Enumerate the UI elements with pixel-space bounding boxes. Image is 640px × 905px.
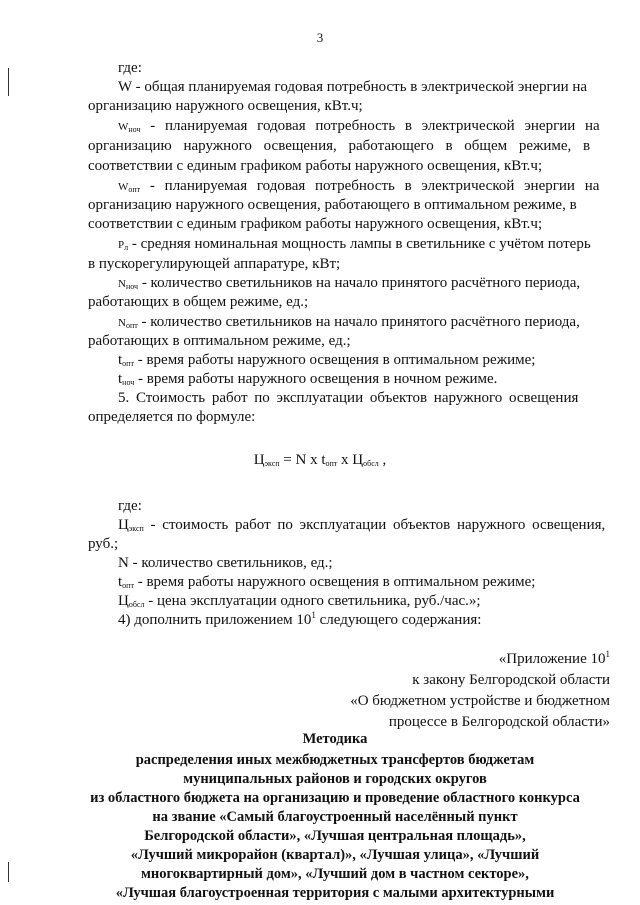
def-nnoch-line1: $N_{ноч}$ - количество светильников на начало принятого расчётного периода, — [118, 275, 581, 291]
def-w-line1: W - общая планируемая годовая потребность в электрической энергии на — [118, 79, 588, 95]
def-wnoch-line2: организацию наружного освещения, работающего в общем режиме, в — [88, 138, 591, 154]
def-wopt-line3: соответствии с единым графиком работы наружного освещения, кВт.ч; — [88, 216, 543, 232]
left-margin-mark — [8, 68, 9, 96]
title-line-3: муниципальных районов и городских округов — [183, 771, 487, 787]
left-margin-mark — [8, 862, 9, 882]
clause-4-line: 4) дополнить приложением $10^1$ следующего содержания: — [118, 610, 482, 628]
def-p-line1: $P_л$ - средняя номинальная мощность лампы в светильнике с учётом потерь — [118, 236, 591, 252]
appendix-line-4: процессе в Белгородской области» — [388, 714, 610, 730]
def-wnoch-line3: соответствии с единым графиком работы наружного освещения, кВт.ч; — [88, 158, 543, 174]
title-line-2: распределения иных межбюджетных трансфертов бюджетам — [135, 752, 535, 768]
clause-5-line1: 5. Стоимость работ по эксплуатации объектов наружного освещения — [118, 390, 579, 406]
def-cexp-line2: руб.; — [88, 536, 119, 552]
def-nopt-line1: $N_{опт}$ - количество светильников на начало принятого расчётного периода, — [118, 314, 580, 330]
clause-5-line2: определяется по формуле: — [88, 409, 256, 425]
methodology-title — [60, 730, 610, 903]
title-line-8: многоквартирный дом», «Лучший дом в частном секторе», — [141, 866, 529, 882]
title-line-9: «Лучшая благоустроенная территория с малыми архитектурными — [115, 885, 555, 901]
appendix-line-1: «Приложение $10^1$ — [498, 649, 610, 667]
def-topt-line: $t_{опт}$ - время работы наружного освещения в оптимальном режиме; — [118, 352, 536, 368]
def-wopt-line2: организацию наружного освещения, работающего в оптимальном режиме, в — [88, 197, 577, 213]
def-cobsl-line: $Ц_{обсл}$ - цена эксплуатации одного светильника, руб./час.»; — [118, 593, 481, 609]
title-line-5: на звание «Самый благоустроенный населённый пункт — [152, 809, 518, 825]
title-line-4: из областного бюджета на организацию и проведение областного конкурса — [90, 790, 580, 806]
appendix-header — [350, 649, 610, 733]
def-wnoch-line1: $W_{ноч}$ - планируемая годовая потребность в электрической энергии на — [118, 118, 600, 134]
def-t-line: $t_{опт}$ - время работы наружного освещения в оптимальном режиме; — [118, 574, 536, 590]
title-line-7: «Лучший микрорайон (квартал)», «Лучшая улица», «Лучший — [130, 847, 540, 863]
title-line-6: Белгородской области», «Лучшая центральная площадь», — [144, 828, 526, 844]
def-cexp-line1: $Ц_{эксп}$ - стоимость работ по эксплуатации объектов наружного освещения, — [118, 517, 606, 533]
def-w-line2: организацию наружного освещения, кВт.ч; — [88, 98, 363, 114]
def-nnoch-line2: работающих в общем режиме, ед.; — [88, 294, 309, 310]
def-nopt-line2: работающих в оптимальном режиме, ед.; — [88, 333, 351, 349]
where-label: где: — [118, 60, 142, 76]
def-n-line: N - количество светильников, ед.; — [118, 555, 333, 571]
where-label-2: где: — [118, 498, 142, 514]
def-wopt-line1: $W_{опт}$ - планируемая годовая потребность в электрической энергии на — [118, 178, 600, 194]
title-line-1: Методика — [302, 731, 368, 747]
cost-formula: $Ц_{эксп} = N$ x $t_{опт}$ x $Ц_{обсл}$ , — [253, 452, 387, 468]
def-p-line2: в пускорегулирующей аппаратуре, кВт; — [88, 256, 341, 272]
appendix-line-2: к закону Белгородской области — [412, 672, 610, 688]
def-tnoch-line: $t_{ноч}$ - время работы наружного освещения в ночном режиме. — [118, 371, 498, 387]
page-number: 3 — [316, 30, 324, 45]
appendix-line-3: «О бюджетном устройстве и бюджетном — [350, 693, 610, 709]
